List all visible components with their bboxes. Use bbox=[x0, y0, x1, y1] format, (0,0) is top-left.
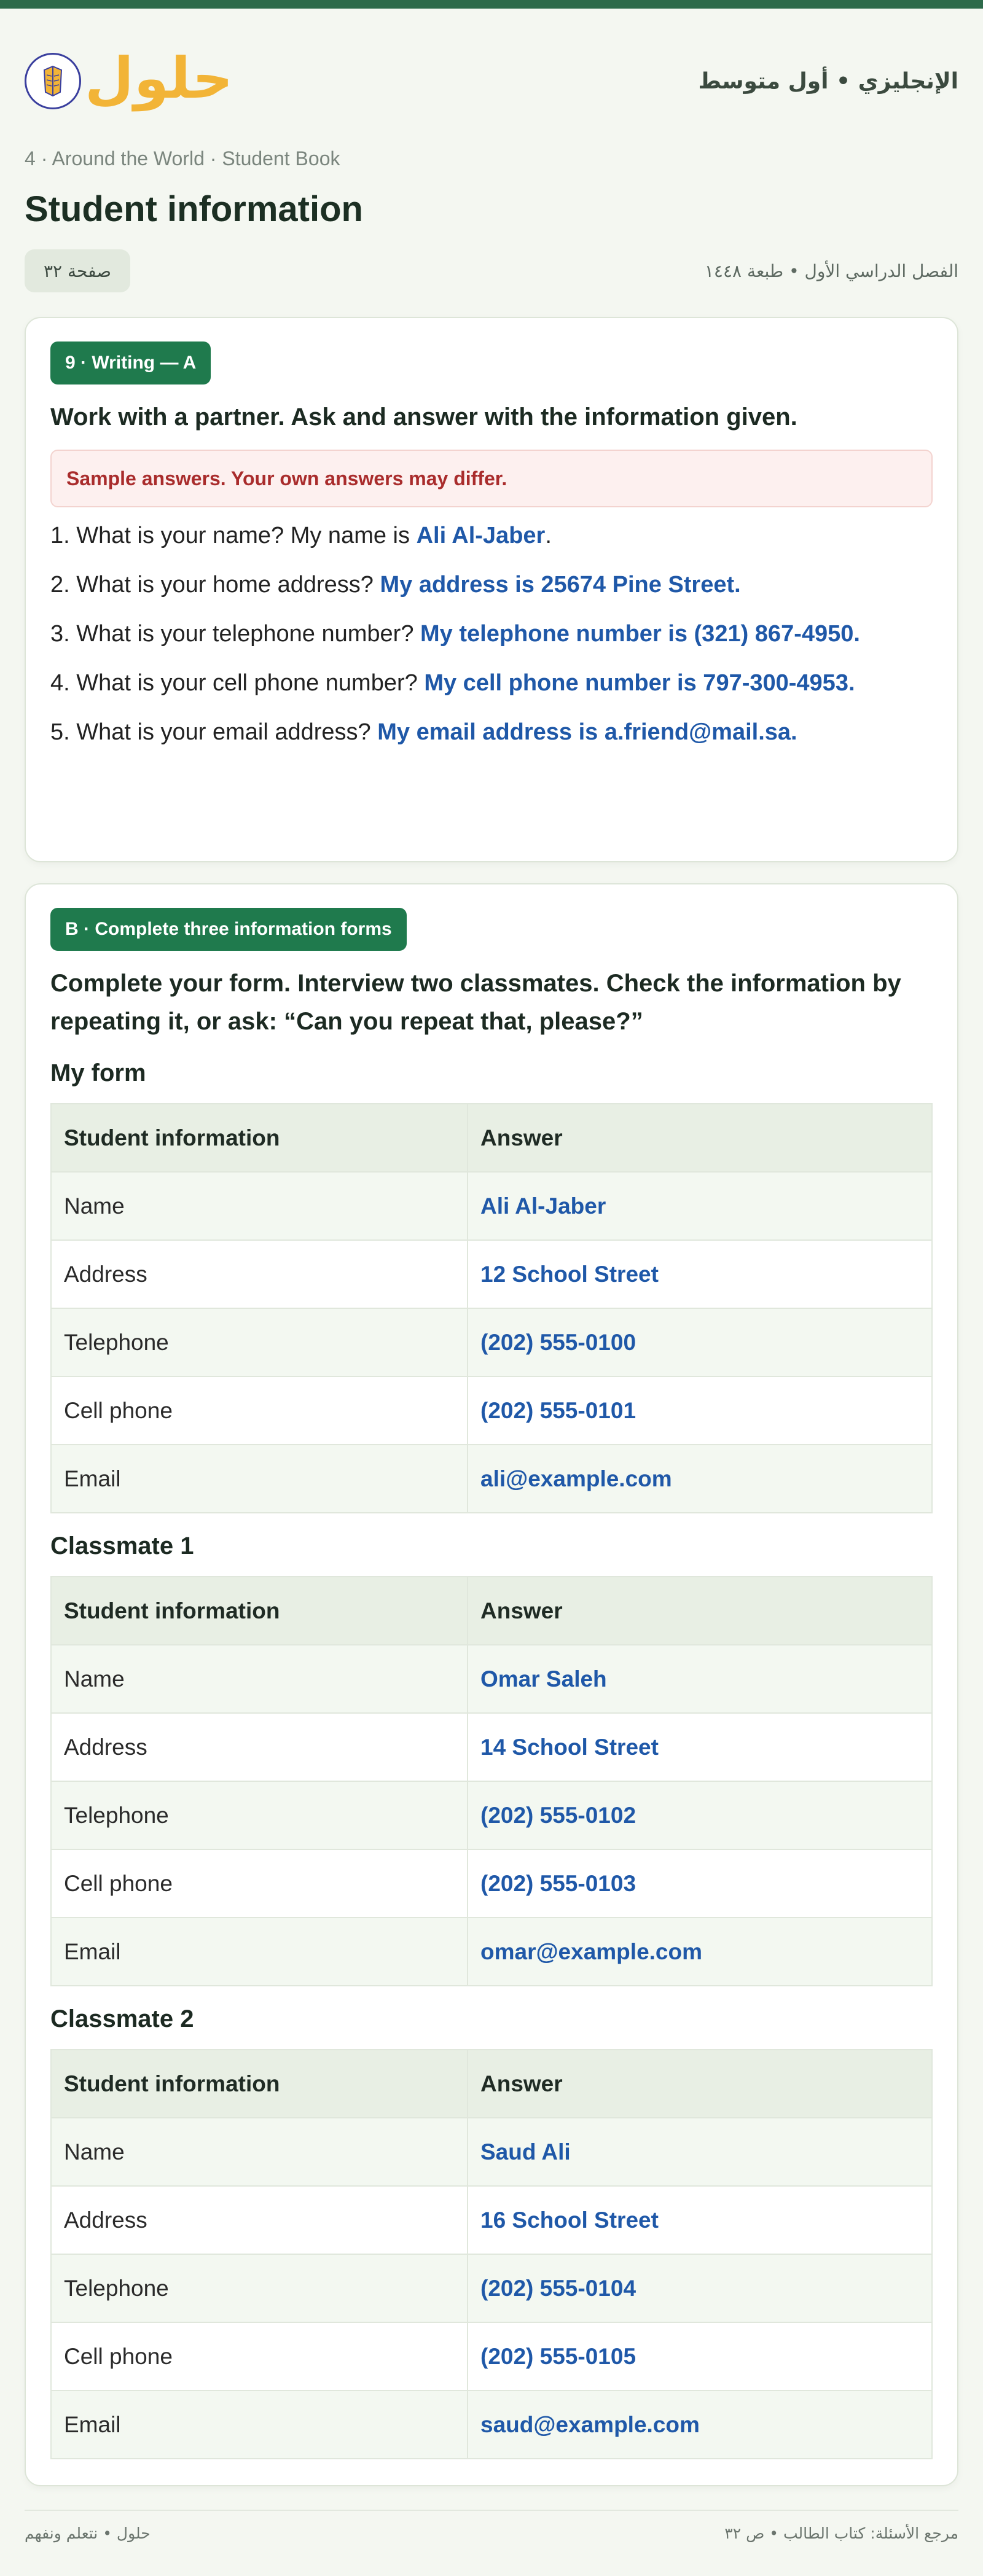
field-label: Cell phone bbox=[51, 1376, 468, 1445]
writing-section-card bbox=[25, 317, 958, 862]
table-header-row bbox=[51, 1577, 932, 1645]
field-label: Name bbox=[51, 1172, 468, 1240]
table-row bbox=[51, 1713, 932, 1781]
table-row bbox=[51, 2186, 932, 2254]
logo-wordmark: حلول bbox=[85, 45, 233, 111]
page-title: Student information bbox=[25, 189, 363, 229]
field-label: Telephone bbox=[51, 2254, 468, 2322]
field-value: ali@example.com bbox=[468, 1445, 932, 1513]
footer-tagline: حلول • نتعلم ونفهم bbox=[25, 2524, 151, 2542]
field-value: (202) 555-0105 bbox=[468, 2322, 932, 2391]
field-label: Cell phone bbox=[51, 2322, 468, 2391]
table-row bbox=[51, 1240, 932, 1308]
table-row bbox=[51, 1781, 932, 1849]
field-value: Ali Al-Jaber bbox=[468, 1172, 932, 1240]
table-row bbox=[51, 2322, 932, 2391]
answer-text: Ali Al-Jaber bbox=[416, 523, 546, 548]
term-info: الفصل الدراسي الأول • طبعة ١٤٤٨ bbox=[704, 260, 958, 281]
form-title: Classmate 1 bbox=[50, 1532, 194, 1559]
form-title: Classmate 2 bbox=[50, 2005, 194, 2032]
book-logo-icon bbox=[25, 53, 81, 109]
qa-item bbox=[50, 712, 933, 752]
table-header-row bbox=[51, 2050, 932, 2118]
qa-item bbox=[50, 516, 933, 555]
field-label: Address bbox=[51, 1713, 468, 1781]
field-label: Telephone bbox=[51, 1308, 468, 1376]
field-value: (202) 555-0104 bbox=[468, 2254, 932, 2322]
table-row bbox=[51, 1918, 932, 1986]
qa-item bbox=[50, 614, 933, 654]
table-header-row bbox=[51, 1104, 932, 1172]
column-header: Answer bbox=[468, 1104, 932, 1172]
info-table-my-form bbox=[50, 1103, 933, 1513]
column-header: Student information bbox=[51, 1577, 468, 1645]
answer-end: . bbox=[545, 523, 552, 548]
table-row bbox=[51, 2254, 932, 2322]
answer-text: My email address is a.friend@mail.sa. bbox=[377, 719, 797, 745]
table-row bbox=[51, 1645, 932, 1713]
qa-item bbox=[50, 663, 933, 703]
column-header: Answer bbox=[468, 1577, 932, 1645]
column-header: Student information bbox=[51, 1104, 468, 1172]
answer-text: My cell phone number is 797-300-4953. bbox=[424, 670, 855, 696]
table-row bbox=[51, 1172, 932, 1240]
form-title: My form bbox=[50, 1060, 146, 1087]
field-label: Name bbox=[51, 2118, 468, 2186]
table-row bbox=[51, 1849, 932, 1918]
forms-section-card bbox=[25, 883, 958, 2486]
table-row bbox=[51, 2391, 932, 2459]
page-number-chip: صفحة ٣٢ bbox=[25, 249, 130, 292]
answer-text: My address is 25674 Pine Street. bbox=[380, 572, 741, 598]
site-logo[interactable] bbox=[25, 38, 233, 124]
question-text: 3. What is your telephone number? bbox=[50, 621, 421, 647]
field-label: Address bbox=[51, 1240, 468, 1308]
footer-reference: مرجع الأسئلة: كتاب الطالب • ص ٣٢ bbox=[724, 2524, 958, 2542]
page-wrapper bbox=[25, 9, 958, 2486]
question-text: 2. What is your home address? bbox=[50, 572, 380, 598]
field-label: Email bbox=[51, 1445, 468, 1513]
info-table-classmate-1 bbox=[50, 1576, 933, 1986]
info-table-classmate-2 bbox=[50, 2049, 933, 2459]
field-value: 14 School Street bbox=[468, 1713, 932, 1781]
field-label: Email bbox=[51, 2391, 468, 2459]
field-value: (202) 555-0102 bbox=[468, 1781, 932, 1849]
question-text: 4. What is your cell phone number? bbox=[50, 670, 425, 696]
page-header bbox=[25, 9, 958, 141]
field-label: Email bbox=[51, 1918, 468, 1986]
meta-row bbox=[25, 243, 958, 299]
breadcrumb[interactable]: 4 · Around the World · Student Book bbox=[25, 147, 340, 170]
table-row bbox=[51, 1445, 932, 1513]
answer-text: My telephone number is (321) 867-4950. bbox=[420, 621, 860, 647]
top-accent-bar bbox=[0, 0, 983, 9]
field-label: Name bbox=[51, 1645, 468, 1713]
section-badge: B · Complete three information forms bbox=[50, 908, 407, 951]
sample-answers-note: Sample answers. Your own answers may differ. bbox=[50, 450, 933, 507]
question-text: 5. What is your email address? bbox=[50, 719, 378, 745]
field-value: (202) 555-0103 bbox=[468, 1849, 932, 1918]
field-label: Telephone bbox=[51, 1781, 468, 1849]
field-value: Saud Ali bbox=[468, 2118, 932, 2186]
table-row bbox=[51, 1308, 932, 1376]
field-value: (202) 555-0101 bbox=[468, 1376, 932, 1445]
field-value: (202) 555-0100 bbox=[468, 1308, 932, 1376]
field-value: saud@example.com bbox=[468, 2391, 932, 2459]
field-value: omar@example.com bbox=[468, 1918, 932, 1986]
field-label: Cell phone bbox=[51, 1849, 468, 1918]
table-row bbox=[51, 1376, 932, 1445]
column-header: Answer bbox=[468, 2050, 932, 2118]
section-instruction: Work with a partner. Ask and answer with the information given. bbox=[50, 404, 797, 431]
subject-title: الإنجليزي • أول متوسط bbox=[698, 69, 958, 94]
question-text: 1. What is your name? My name is bbox=[50, 523, 417, 548]
qa-item bbox=[50, 565, 933, 604]
table-row bbox=[51, 2118, 932, 2186]
column-header: Student information bbox=[51, 2050, 468, 2118]
page-footer bbox=[25, 2510, 958, 2542]
section-instruction: Complete your form. Interview two classmates. Check the information by repeating it, or ask: “Can you repeat that, please?” bbox=[50, 970, 901, 1035]
field-value: 12 School Street bbox=[468, 1240, 932, 1308]
field-value: 16 School Street bbox=[468, 2186, 932, 2254]
field-value: Omar Saleh bbox=[468, 1645, 932, 1713]
section-badge: 9 · Writing — A bbox=[50, 342, 211, 384]
field-label: Address bbox=[51, 2186, 468, 2254]
